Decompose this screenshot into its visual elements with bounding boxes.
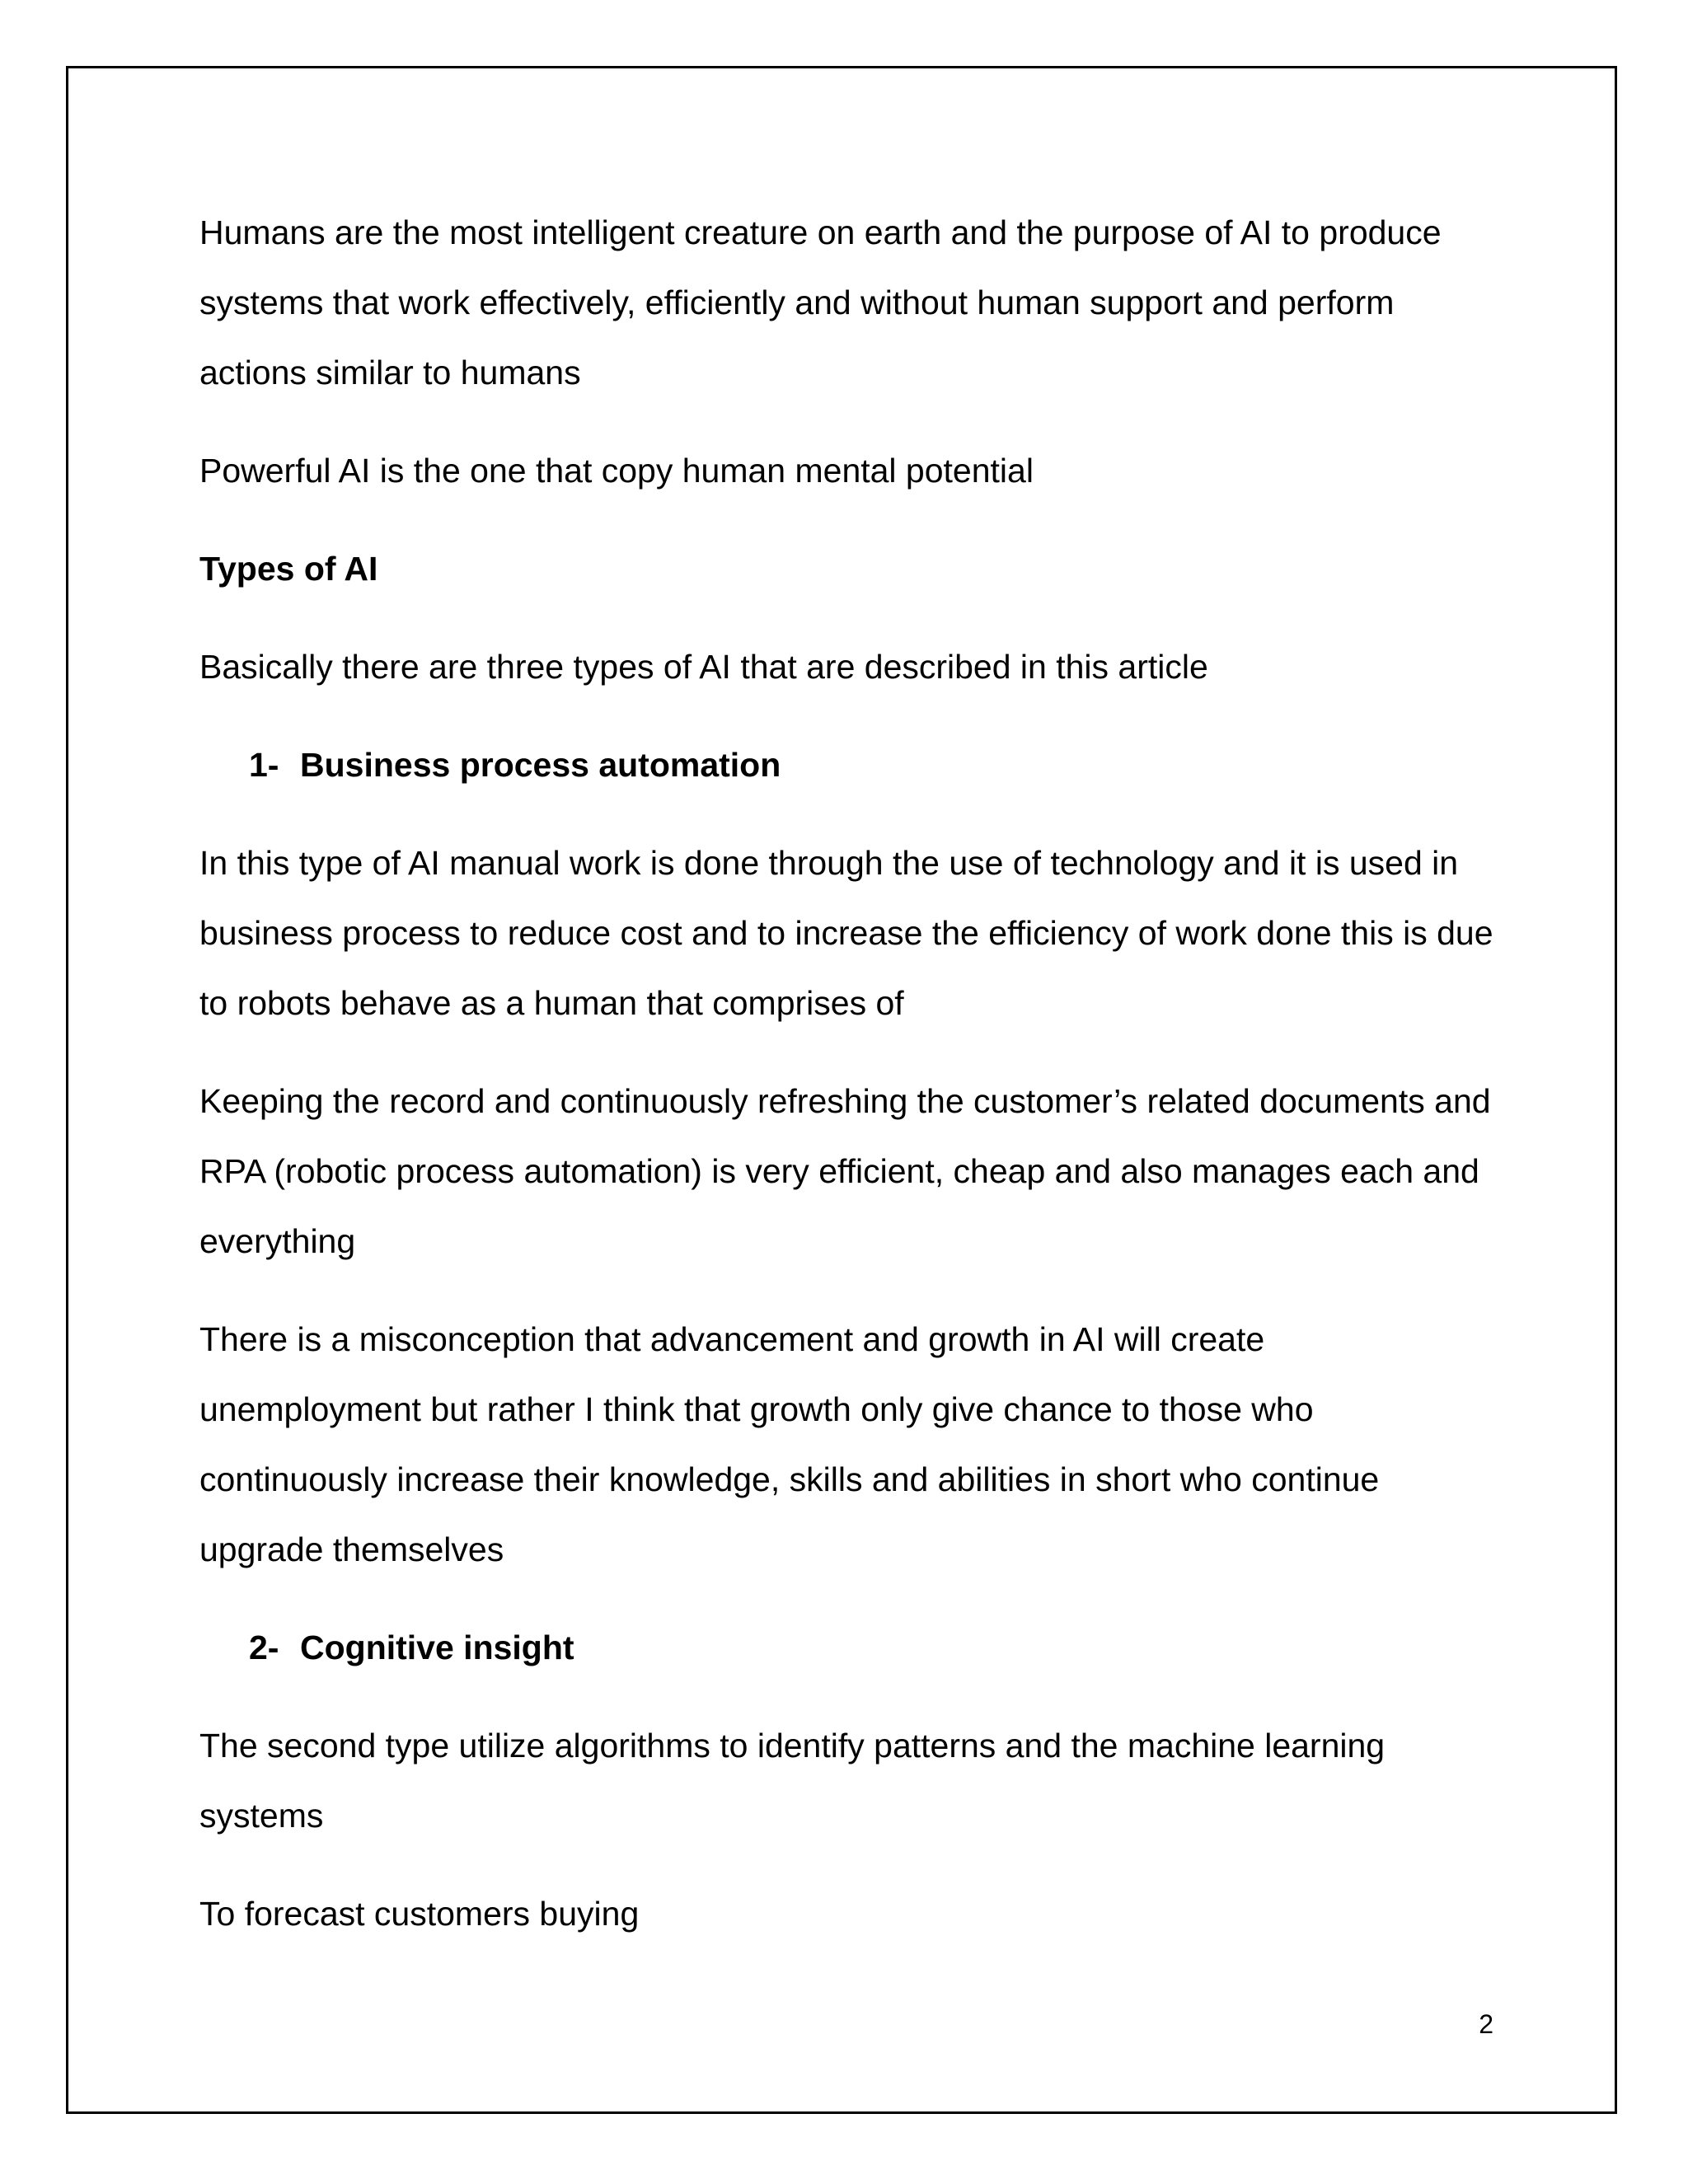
list-heading-cognitive-insight bbox=[249, 1613, 1493, 1683]
paragraph-cognitive-description: The second type utilize algorithms to identify patterns and the machine learning systems bbox=[199, 1727, 1386, 1835]
page-number: 2 bbox=[1479, 2009, 1493, 2039]
paragraph-forecast: To forecast customers buying bbox=[199, 1895, 640, 1933]
heading-types-of-ai: Types of AI bbox=[199, 550, 378, 588]
list-heading-label: Cognitive insight bbox=[300, 1629, 574, 1666]
paragraph-misconception: There is a misconception that advancement and growth in AI will create unemployment but rather I think that growth only give chance to those who continuously increase their knowledge, skills and abilities in short who continue upgrade themselves bbox=[199, 1320, 1380, 1568]
list-heading-label: Business process automation bbox=[300, 746, 781, 784]
list-heading-business-process-automation bbox=[249, 730, 1493, 800]
document-body bbox=[199, 198, 1493, 1977]
paragraph-bpa-description: In this type of AI manual work is done through the use of technology and it is used in business process to reduce cost and to increase the efficiency of work done this is due to robots behave as a human that comprises of bbox=[199, 844, 1493, 1022]
list-number: 1- bbox=[249, 746, 279, 784]
paragraph-three-types: Basically there are three types of AI that are described in this article bbox=[199, 648, 1208, 686]
paragraph-rpa: Keeping the record and continuously refreshing the customer’s related documents and RPA (robotic process automation) is very efficient, cheap and also manages each and everything bbox=[199, 1082, 1491, 1260]
paragraph-powerful-ai: Powerful AI is the one that copy human mental potential bbox=[199, 452, 1034, 490]
paragraph-intro: Humans are the most intelligent creature on earth and the purpose of AI to produce systems that work effectively, efficiently and without human support and perform actions similar to humans bbox=[199, 213, 1442, 391]
list-number: 2- bbox=[249, 1629, 279, 1666]
